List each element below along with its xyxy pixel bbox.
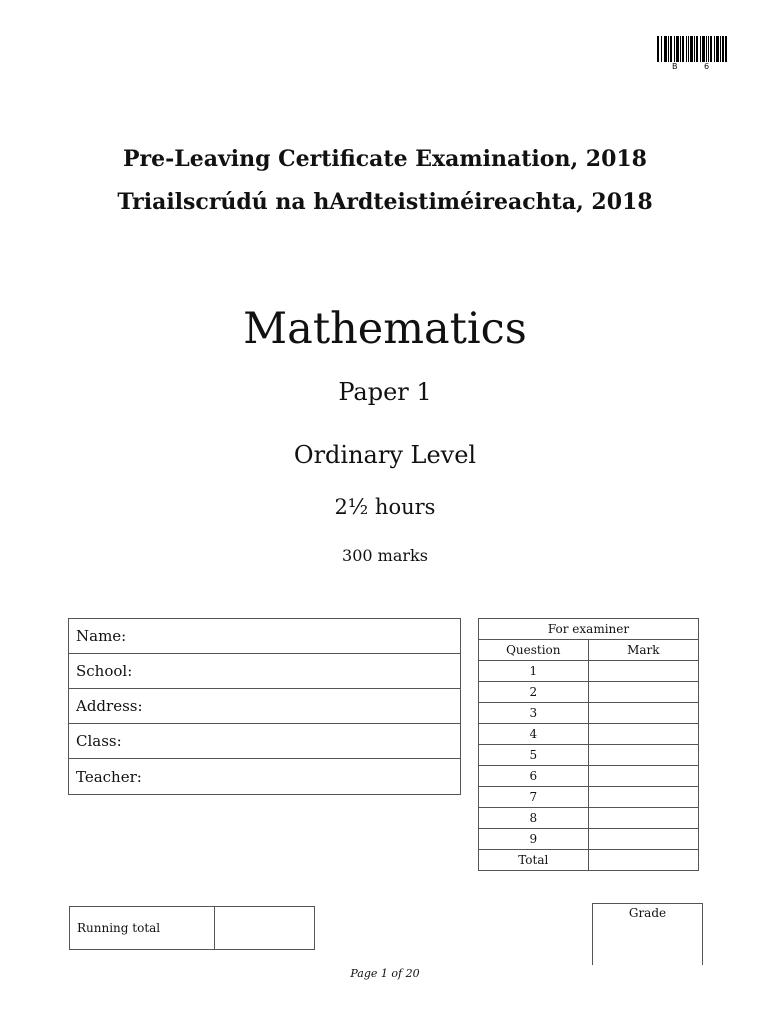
barcode-text: B 6 [672,62,722,71]
total-label: Total [479,850,589,871]
barcode-image [657,36,727,62]
table-row [479,766,699,787]
mark-column-header: Mark [588,640,698,661]
mark-cell[interactable] [588,724,698,745]
examiner-table [478,618,699,871]
subject-title: Mathematics [243,304,527,354]
school-field[interactable] [69,654,460,689]
question-number: 6 [479,766,589,787]
table-row [479,787,699,808]
table-row [479,850,699,871]
grade-box[interactable] [592,903,703,965]
question-column-header: Question [479,640,589,661]
address-label: Address: [76,697,143,715]
table-row [479,724,699,745]
question-number: 7 [479,787,589,808]
table-row [479,829,699,850]
question-number: 1 [479,661,589,682]
question-number: 2 [479,682,589,703]
table-row [479,682,699,703]
teacher-label: Teacher: [76,767,142,786]
question-number: 3 [479,703,589,724]
mark-cell[interactable] [588,703,698,724]
exam-marks: 300 marks [342,546,428,565]
paper-number: Paper 1 [338,378,432,406]
table-row [479,808,699,829]
mark-cell[interactable] [588,745,698,766]
question-number: 4 [479,724,589,745]
page-number: Page 1 of 20 [350,967,420,980]
mark-cell[interactable] [588,661,698,682]
mark-cell[interactable] [588,766,698,787]
class-field[interactable] [69,724,460,759]
table-row [479,745,699,766]
exam-duration: 2½ hours [334,495,436,519]
mark-cell[interactable] [588,682,698,703]
total-mark-cell[interactable] [588,850,698,871]
question-number: 9 [479,829,589,850]
exam-heading-irish: Triailscrúdú na hArdteistiméireachta, 2018 [117,189,653,215]
running-total-box [69,906,315,950]
exam-level: Ordinary Level [293,441,477,469]
mark-cell[interactable] [588,808,698,829]
name-label: Name: [76,627,127,645]
table-row [479,661,699,682]
examiner-table-title: For examiner [479,619,699,640]
running-total-field[interactable] [215,907,314,949]
mark-cell[interactable] [588,787,698,808]
question-number: 5 [479,745,589,766]
name-field[interactable] [69,619,460,654]
mark-cell[interactable] [588,829,698,850]
address-field[interactable] [69,689,460,724]
question-number: 8 [479,808,589,829]
teacher-field[interactable] [69,759,460,794]
table-row [479,703,699,724]
school-label: School: [76,662,133,680]
running-total-label: Running total [70,907,215,949]
exam-heading-english: Pre-Leaving Certificate Examination, 2018 [122,146,647,172]
grade-label: Grade [628,906,667,920]
class-label: Class: [76,732,122,750]
candidate-details-box [68,618,461,795]
